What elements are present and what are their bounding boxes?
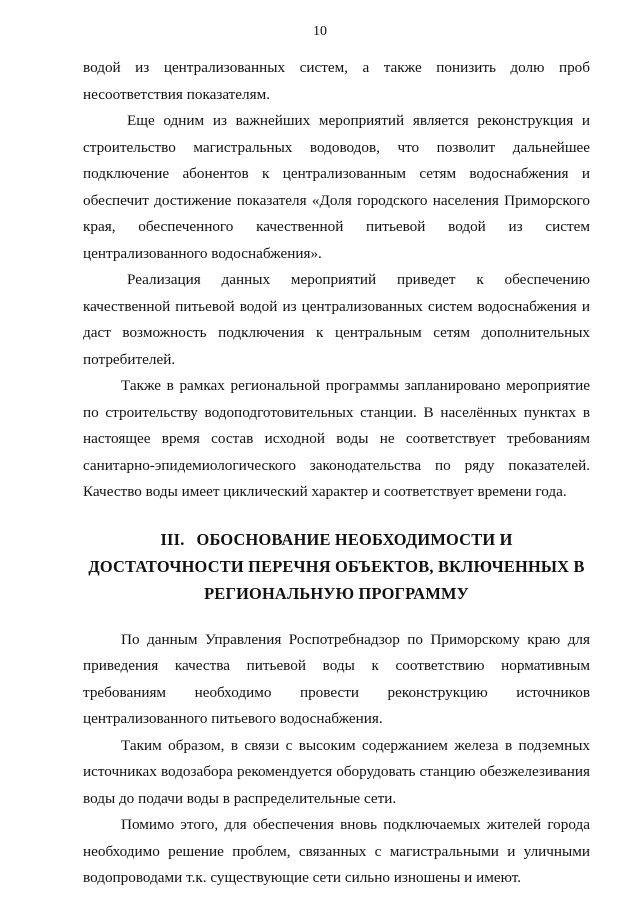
paragraph-rospotrebnadzor: По данным Управления Роспотребнадзор по Приморскому краю для приведения качества питьевой воды к соответствию нормативным требованиям необходимо провести реконструкцию источников централизованного питьевого водоснабжения.	[83, 630, 590, 727]
section-number: III.	[160, 529, 185, 549]
paragraph-treatment-stations: Также в рамках региональной программы запланировано мероприятие по строительству водоподготовительных станции. В населённых пунктах в настоящее время состав исходной воды не соответствует требованиям санитарно-эпидемиологического законодательства по ряду показателей. Качество воды имеет циклический характер и соответствует времени года.	[83, 377, 590, 500]
paragraph-continuation: водой из централизованных систем, а также понизить долю проб несоответствия показателям.	[83, 59, 590, 103]
page-number: 10	[313, 24, 327, 39]
section-title: ОБОСНОВАНИЕ НЕОБХОДИМОСТИ И ДОСТАТОЧНОСТИ ПЕРЕЧНЯ ОБЪЕКТОВ, ВКЛЮЧЕННЫХ В РЕГИОНАЛЬНУЮ ПРОГРАММУ	[88, 529, 585, 603]
paragraph-network-wear: Помимо этого, для обеспечения вновь подключаемых жителей города необходимо решение проблем, связанных с магистральными и уличными водопроводами т.к. существующие сети сильно изношены и имеют.	[83, 816, 590, 886]
section-heading	[83, 526, 590, 607]
paragraph-iron-removal: Таким образом, в связи с высоким содержанием железа в подземных источниках водозабора рекомендуется оборудовать станцию обезжелезивания воды до подачи воды в распределительные сети.	[83, 736, 590, 807]
document-body	[83, 55, 590, 892]
paragraph-implementation: Реализация данных мероприятий приведет к обеспечению качественной питьевой водой из централизованных систем водоснабжения и даст возможность подключения к центральным сетям дополнительных потребителей.	[83, 271, 590, 368]
paragraph-water-mains: Еще одним из важнейших мероприятий является реконструкция и строительство магистральных водоводов, что позволит дальнейшее подключение абонентов к централизованным сетям водоснабжения и обеспечит достижение показателя «Доля городского населения Приморского края, обеспеченного качественной питьевой водой из систем централизованного водоснабжения».	[83, 112, 590, 262]
